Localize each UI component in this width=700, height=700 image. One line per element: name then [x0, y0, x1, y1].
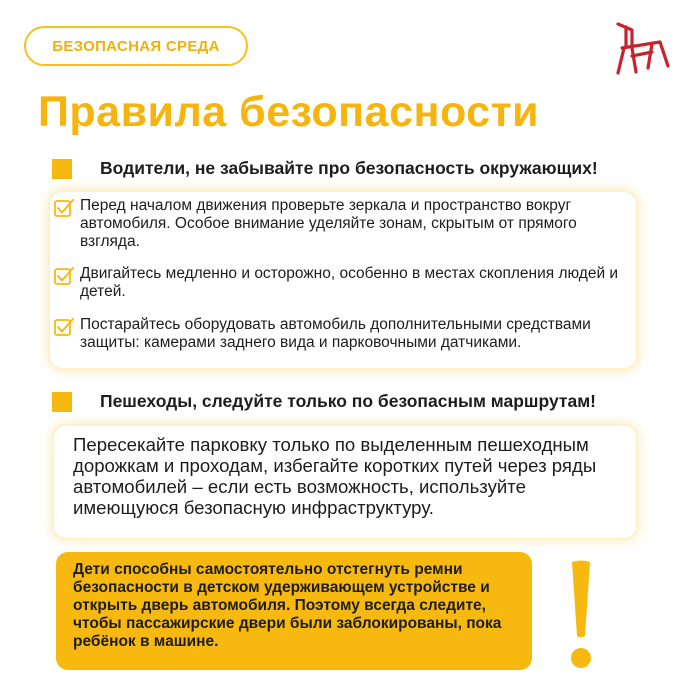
page-title: Правила безопасности	[38, 88, 540, 136]
chair-logo-icon	[612, 18, 672, 78]
category-tag-label: БЕЗОПАСНАЯ СРЕДА	[52, 37, 220, 55]
drivers-card	[50, 192, 636, 368]
checkbox-checked-icon	[53, 197, 75, 219]
exclamation-mark-icon	[560, 558, 602, 674]
warning-text: Дети способны самостоятельно отстегнуть ремни безопасности в детском удерживающем устройстве и открыть дверь автомобиля. Поэтому всегда следите, чтобы пассажирские двери были заблокированы, пока ребёнок в машине.	[73, 561, 502, 650]
list-item-text: Перед началом движения проверьте зеркала и пространство вокруг автомобиля. Особое внимание уделяйте зонам, скрытым от прямого взгляда.	[80, 197, 577, 250]
pedestrians-heading	[52, 391, 596, 412]
square-bullet-icon	[52, 159, 72, 179]
pedestrians-card	[54, 426, 636, 538]
list-item	[50, 197, 625, 251]
drivers-heading-text: Водители, не забывайте про безопасность окружающих!	[100, 158, 598, 178]
list-item	[50, 316, 625, 352]
category-tag	[24, 26, 248, 66]
warning-box	[56, 552, 532, 670]
pedestrians-text: Пересекайте парковку только по выделенным пешеходным дорожкам и проходам, избегайте коротких путей через ряды автомобилей – если есть возможность, используйте имеющуюся безопасную инфраструктуру.	[73, 434, 597, 518]
list-item-text: Постарайтесь оборудовать автомобиль дополнительными средствами защиты: камерами заднего вида и парковочными датчиками.	[80, 316, 591, 351]
pedestrians-heading-text: Пешеходы, следуйте только по безопасным маршрутам!	[100, 391, 596, 411]
checkbox-checked-icon	[53, 316, 75, 338]
drivers-heading	[52, 158, 598, 179]
list-item	[50, 265, 625, 301]
list-item-text: Двигайтесь медленно и осторожно, особенно в местах скопления людей и детей.	[80, 265, 619, 300]
square-bullet-icon	[52, 392, 72, 412]
checkbox-checked-icon	[53, 265, 75, 287]
